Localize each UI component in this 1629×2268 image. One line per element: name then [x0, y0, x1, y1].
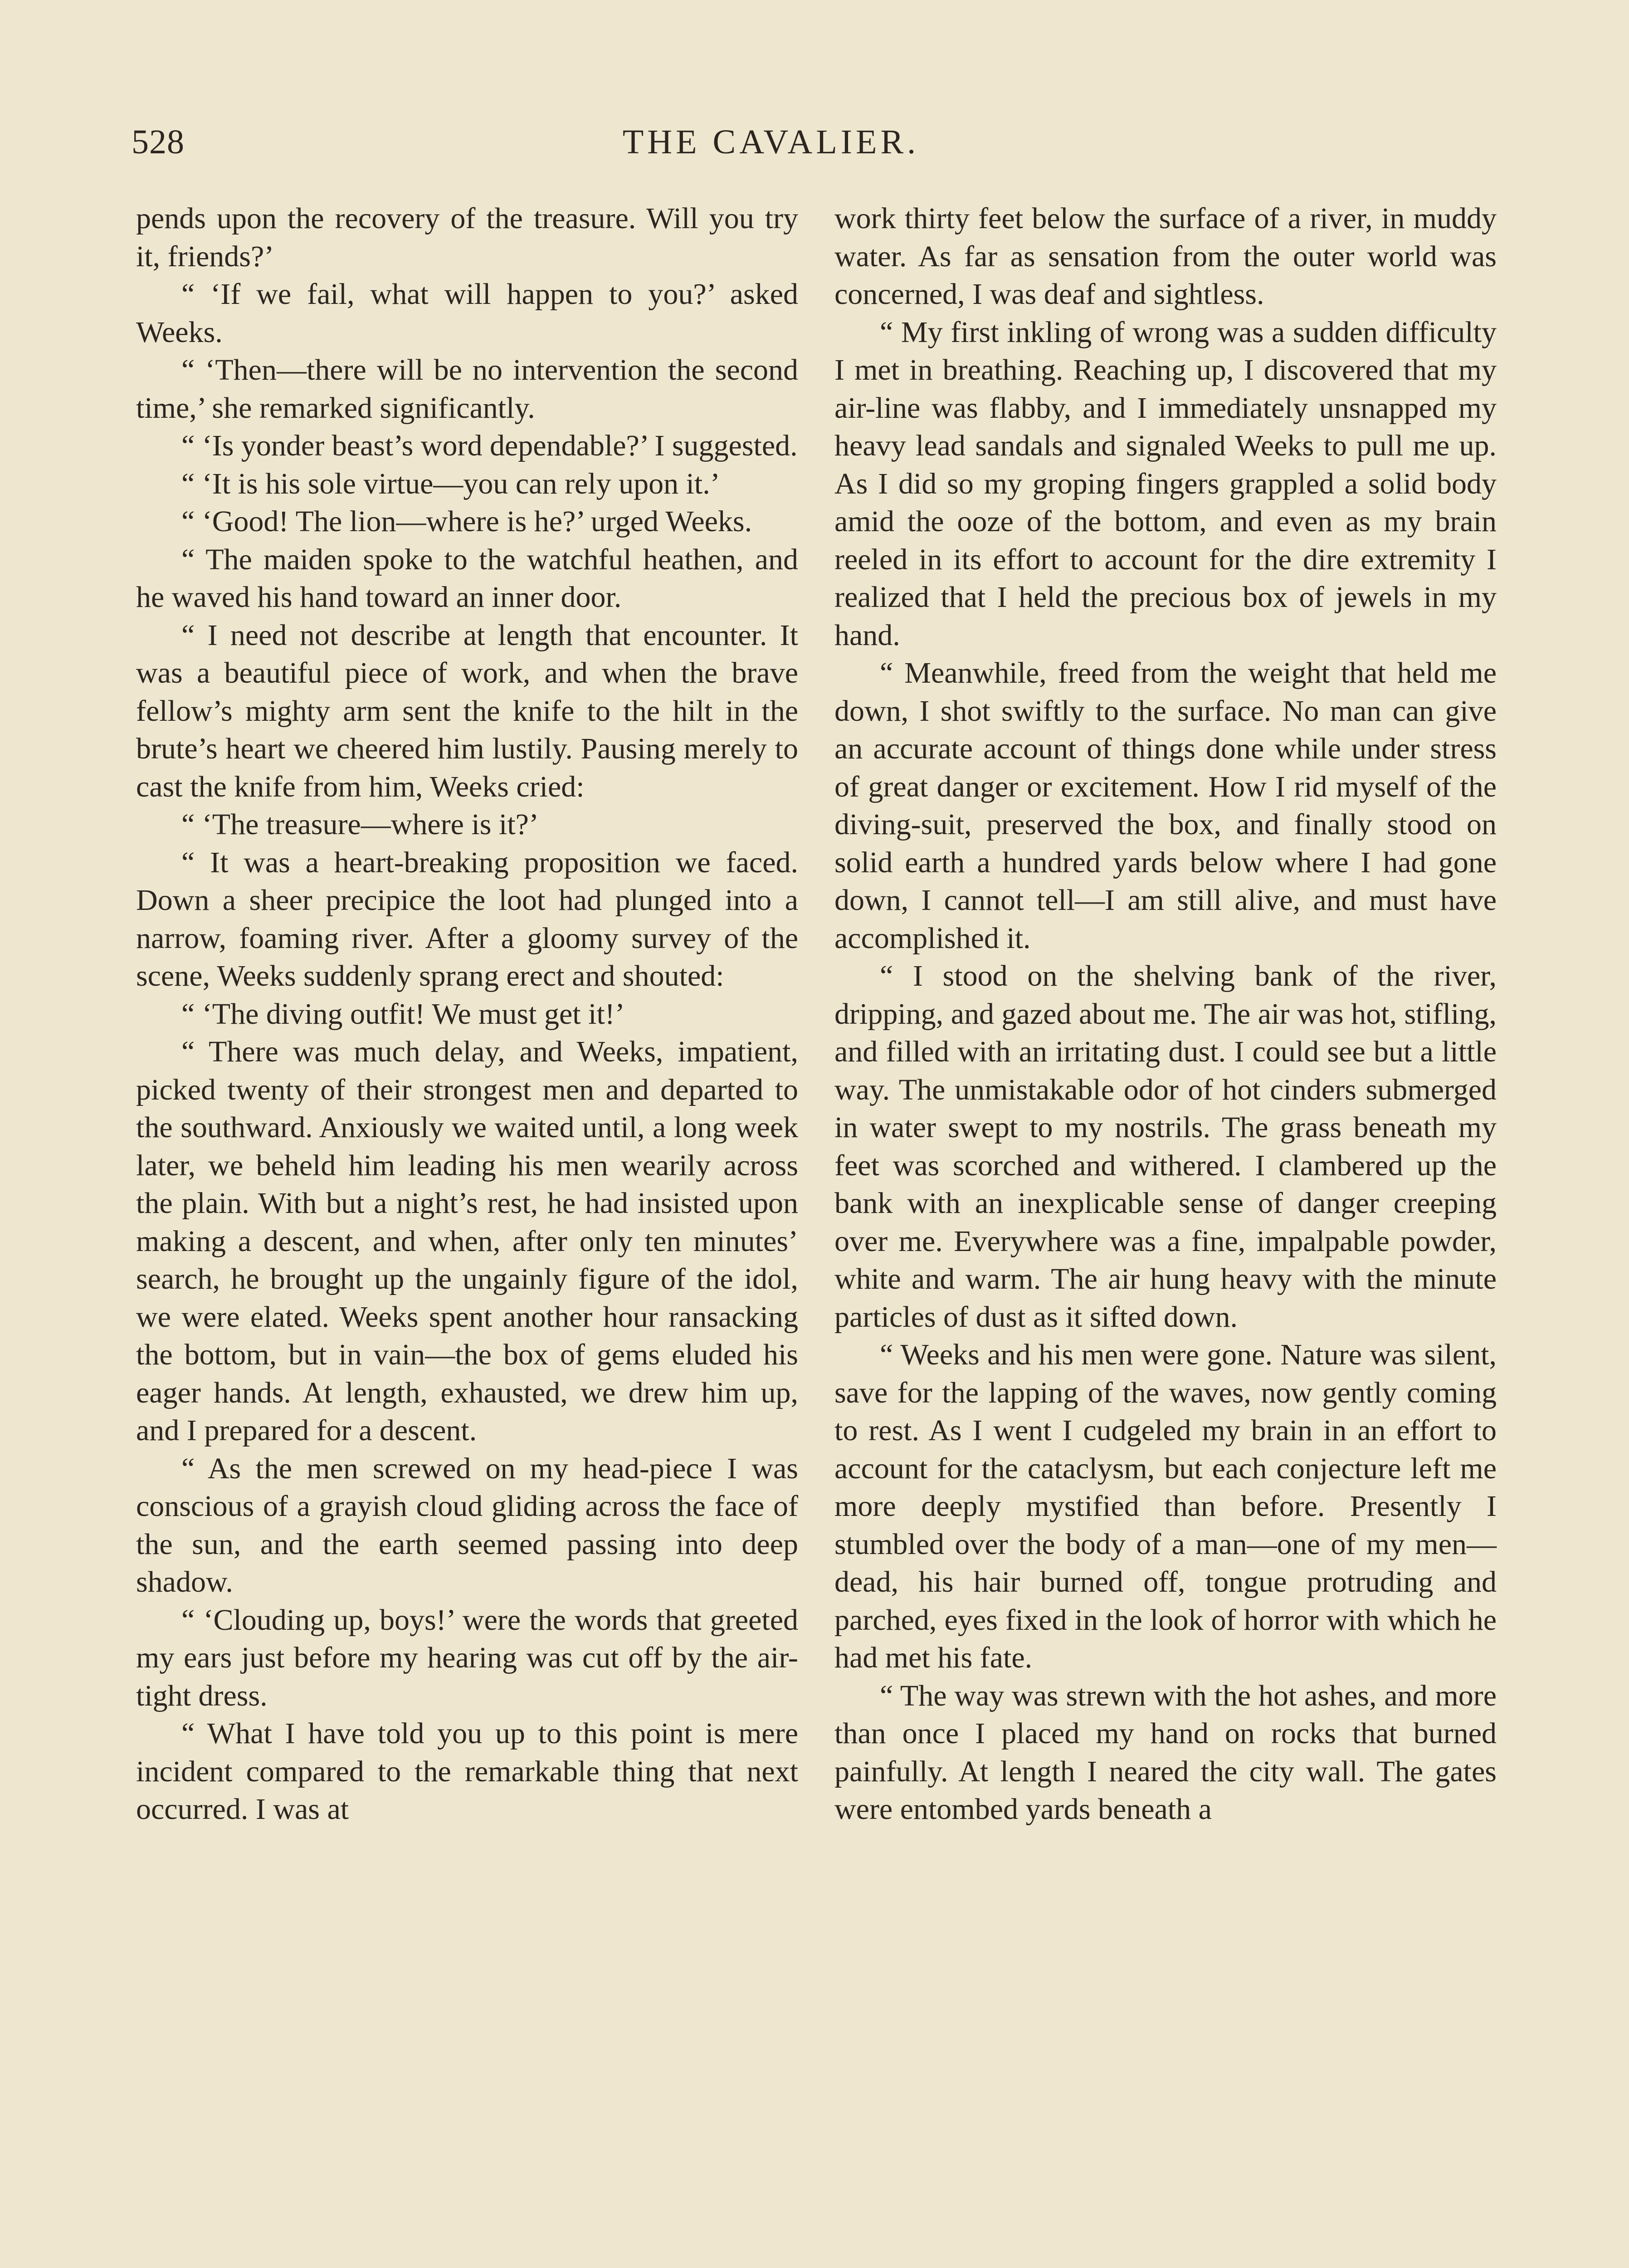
paragraph: work thirty feet below the surface of a river, in muddy water. As far as sensation from the outer world was concerned, I was deaf and sightless.: [834, 202, 1497, 311]
running-title: THE CAVALIER.: [622, 123, 920, 161]
paragraph: “ ‘Then—there will be no intervention the second time,’ she remarked significantly.: [136, 353, 798, 425]
paragraph: “ I need not describe at length that encounter. It was a beautiful piece of work, and when the brave fellow’s mighty arm sent the knife to the hilt in the brute’s heart we cheered him lustily. Pausing merely to cast the knife from him, Weeks cried:: [136, 618, 798, 803]
paragraph: “ ‘Good! The lion—where is he?’ urged Weeks.: [181, 505, 752, 538]
paragraph: pends upon the recovery of the treasure. Will you try it, friends?’: [136, 202, 798, 273]
paragraph: “ ‘It is his sole virtue—you can rely upon it.’: [181, 467, 720, 500]
paragraph: “ ‘Clouding up, boys!’ were the words that greeted my ears just before my hearing was cut off by the air-tight dress.: [136, 1603, 798, 1712]
paragraph: “ The way was strewn with the hot ashes, and more than once I placed my hand on rocks that burned painfully. At length I neared the city wall. The gates were entombed yards beneath a: [834, 1679, 1497, 1826]
paragraph: “ ‘The treasure—where is it?’: [181, 808, 539, 841]
paragraph: “ Meanwhile, freed from the weight that held me down, I shot swiftly to the surface. No man can give an accurate account of things done while under stress of great danger or excitement. How I rid myself of the diving-suit, preserved the box, and finally stood on solid earth a hundred yards below where I had gone down, I cannot tell—I am still alive, and must have accomplished it.: [834, 656, 1497, 955]
paragraph: “ My first inkling of wrong was a sudden difficulty I met in breathing. Reaching up, I discovered that my air-line was flabby, and I immediately unsnapped my heavy lead sandals and signaled Weeks to pull me up. As I did so my groping fingers grappled a solid body amid the ooze of the bottom, and even as my brain reeled in its effort to account for the dire extremity I realized that I held the precious box of jewels in my hand.: [834, 315, 1497, 652]
page-number: 528: [132, 123, 185, 161]
page-header: [0, 122, 1629, 172]
paragraph: “ Weeks and his men were gone. Nature was silent, save for the lapping of the waves, now gently coming to rest. As I went I cudgeled my brain in an effort to account for the cataclysm, but each conjecture left me more deeply mystified than before. Presently I stumbled over the body of a man—one of my men—dead, his hair burned off, tongue protruding and parched, eyes fixed in the look of horror with which he had met his fate.: [834, 1338, 1497, 1674]
paragraph: “ ‘If we fail, what will happen to you?’ asked Weeks.: [136, 278, 798, 349]
paragraph: “ ‘Is yonder beast’s word dependable?’ I suggested.: [181, 429, 798, 462]
right-column: [834, 200, 1497, 1828]
paragraph: “ What I have told you up to this point is mere incident compared to the remarkable thing that next occurred. I was at: [136, 1717, 798, 1826]
paragraph: “ ‘The diving outfit! We must get it!’: [181, 997, 625, 1031]
paragraph: “ I stood on the shelving bank of the river, dripping, and gazed about me. The air was hot, stifling, and filled with an irritating dust. I could see but a little way. The unmistakable odor of hot cinders submerged in water swept to my nostrils. The grass beneath my feet was scorched and withered. I clambered up the bank with an inexplicable sense of danger creeping over me. Everywhere was a fine, impalpable powder, white and warm. The air hung heavy with the minute particles of dust as it sifted down.: [834, 959, 1497, 1334]
paragraph: “ It was a heart-breaking proposition we faced. Down a sheer precipice the loot had plunged into a narrow, foaming river. After a gloomy survey of the scene, Weeks suddenly sprang erect and shouted:: [136, 846, 798, 992]
paragraph: “ As the men screwed on my head-piece I was conscious of a grayish cloud gliding across the face of the sun, and the earth seemed passing into deep shadow.: [136, 1452, 798, 1598]
left-column: [136, 200, 798, 1828]
paragraph: “ The maiden spoke to the watchful heathen, and he waved his hand toward an inner door.: [136, 543, 798, 614]
paragraph: “ There was much delay, and Weeks, impatient, picked twenty of their strongest men and departed to the southward. Anxiously we waited until, a long week later, we beheld him leading his men wearily across the plain. With but a night’s rest, he had insisted upon making a descent, and when, after only ten minutes’ search, he brought up the ungainly figure of the idol, we were elated. Weeks spent another hour ransacking the bottom, but in vain—the box of gems eluded his eager hands. At length, exhausted, we drew him up, and I prepared for a descent.: [136, 1035, 798, 1447]
